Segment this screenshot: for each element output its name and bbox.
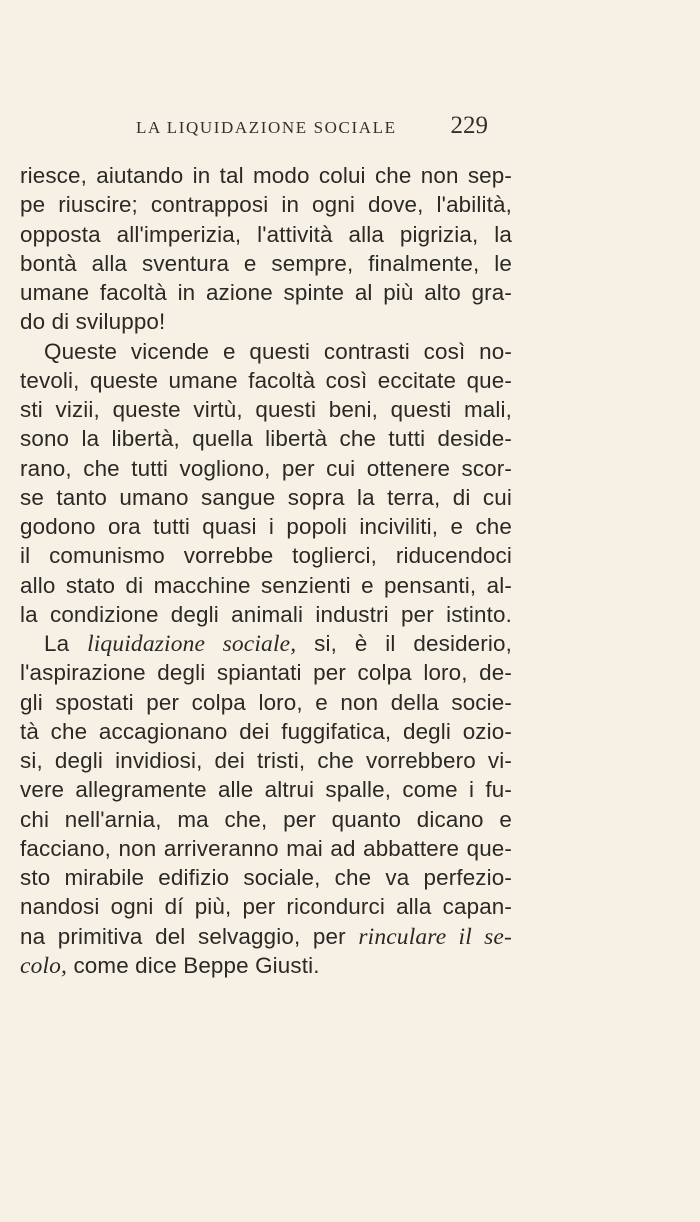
text-line: sono la libertà, quella libertà che tutti deside- (20, 426, 512, 452)
text-line: Queste vicende e questi contrasti così no- (44, 338, 512, 364)
text-line: la condizione degli animali industri per istinto. (20, 601, 512, 627)
text-line: se tanto umano sangue sopra la terra, di cui (20, 484, 512, 510)
text-line: sto mirabile edifizio sociale, che va perfezio- (20, 865, 512, 890)
page-number: 229 (450, 112, 488, 139)
text-line: l'aspirazione degli spiantati per colpa loro, de- (20, 660, 512, 686)
text-line: do di sviluppo! (20, 309, 166, 335)
text-line: colo, come dice Beppe Giusti. (20, 952, 320, 979)
italic-phrase: colo, (20, 952, 68, 979)
body-text (20, 161, 512, 980)
text-line: si, degli invidiosi, dei tristi, che vorrebbero vi- (20, 748, 512, 773)
text-line: umane facoltà in azione spinte al più alto gra- (20, 280, 512, 305)
text-line: riesce, aiutando in tal modo colui che non sep- (20, 163, 512, 188)
text-line: sti vizii, queste virtù, questi beni, questi mali, (20, 397, 512, 422)
text-line: opposta all'imperizia, l'attività alla pigrizia, la (20, 221, 512, 247)
text-line: il comunismo vorrebbe toglierci, riducendoci (20, 543, 512, 569)
text-line: nandosi ogni dí più, per ricondurci alla capan- (20, 894, 512, 920)
running-title: LA LIQUIDAZIONE SOCIALE (136, 118, 397, 137)
text-line: rano, che tutti vogliono, per cui ottenere scor- (20, 455, 512, 481)
text-line: La liquidazione sociale, si, è il desiderio, (44, 631, 512, 657)
running-head (136, 114, 488, 144)
italic-phrase: rinculare il se- (358, 923, 512, 950)
text-line: vere allegramente alle altrui spalle, come i fu- (20, 777, 512, 803)
text-line: bontà alla sventura e sempre, finalmente, le (20, 250, 512, 276)
text-line: na primitiva del selvaggio, per rinculare il se- (20, 923, 512, 950)
text-line: facciano, non arriveranno mai ad abbattere que- (20, 835, 512, 861)
italic-phrase: liquidazione sociale, (87, 631, 297, 657)
text-line: godono ora tutti quasi i popoli inciviliti, e che (20, 514, 512, 539)
text-line: allo stato di macchine senzienti e pensanti, al- (20, 572, 512, 598)
text-line: tevoli, queste umane facoltà così eccitate que- (20, 367, 512, 393)
text-line: pe riuscire; contrapposi in ogni dove, l'abilità, (20, 192, 512, 218)
text-line: gli spostati per colpa loro, e non della socie- (20, 689, 512, 715)
text-line: tà che accagionano dei fuggifatica, degli ozio- (20, 718, 512, 744)
text-line: chi nell'arnia, ma che, per quanto dicano e (20, 806, 512, 832)
